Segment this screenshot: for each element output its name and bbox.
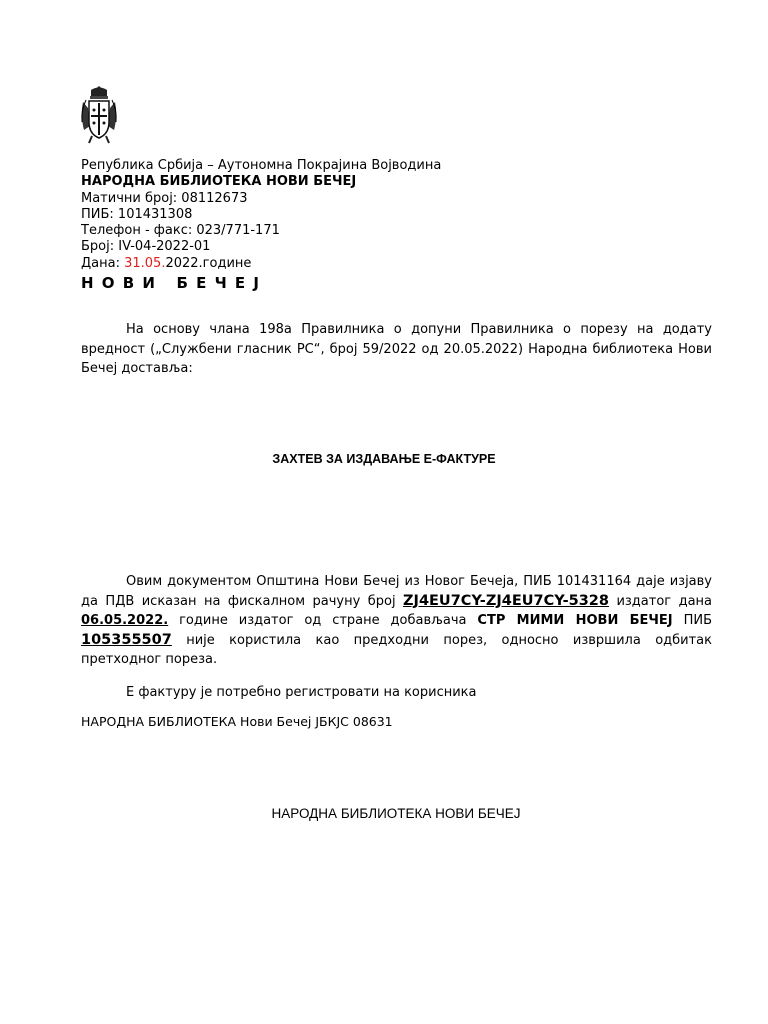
- issue-date: 06.05.2022.: [81, 613, 169, 628]
- supplier-pib: 105355507: [81, 631, 172, 648]
- pib-number: ПИБ: 101431308: [81, 206, 193, 222]
- registration-note: Е фактуру је потребно регистровати на корисника: [126, 685, 477, 700]
- registration-number: Матични број: 08112673: [81, 190, 248, 206]
- body-part3: године издатог од стране добављача: [168, 613, 478, 628]
- letterhead: [81, 158, 441, 272]
- declaration-paragraph: [81, 572, 712, 670]
- supplier-name: СТР МИМИ НОВИ БЕЧЕЈ: [477, 613, 673, 628]
- receipt-number: ZJ4EU7CY-ZJ4EU7CY-5328: [403, 592, 609, 609]
- city-name: НОВИ БЕЧЕЈ: [81, 274, 268, 292]
- date-highlight: 31.05.: [124, 255, 166, 271]
- intro-paragraph: На основу члана 198а Правилника о допуни Правилника о порезу на додату вредност („Службени гласник РС“, број 59/2022 од 20.05.2022) Народна библиотека Нови Бечеј доставља:: [81, 322, 712, 376]
- date-suffix: 2022.године: [165, 255, 252, 271]
- institution-name: НАРОДНА БИБЛИОТЕКА НОВИ БЕЧЕЈ: [81, 174, 357, 190]
- date-prefix: Дана:: [81, 255, 125, 271]
- recipient-line: НАРОДНА БИБЛИОТЕКА Нови Бечеј ЈБКЈС 08631: [81, 714, 393, 729]
- document-date: [81, 256, 441, 272]
- signature-block: НАРОДНА БИБЛИОТЕКА НОВИ БЕЧЕЈ: [271, 806, 521, 821]
- body-part4: ПИБ: [672, 613, 712, 628]
- serbian-coat-of-arms-icon: [80, 86, 118, 144]
- document-number: Број: IV-04-2022-01: [81, 239, 211, 255]
- republic-line: Република Србија – Аутономна Покрајина Војводина: [81, 158, 442, 173]
- document-title: ЗАХТЕВ ЗА ИЗДАВАЊЕ Е-ФАКТУРЕ: [272, 452, 496, 466]
- phone-fax: Телефон - факс: 023/771-171: [81, 223, 280, 239]
- body-part1: Овим документом Општина Нови Бечеј из Новог Бечеја, ПИБ 101431164 даје изјаву да ПДВ исказан на фискалном рачуну број: [81, 574, 712, 609]
- body-part2: издатог дана: [608, 593, 713, 609]
- body-part5: није користила као предходни порез, односно извршила одбитак претходног пореза.: [81, 632, 712, 667]
